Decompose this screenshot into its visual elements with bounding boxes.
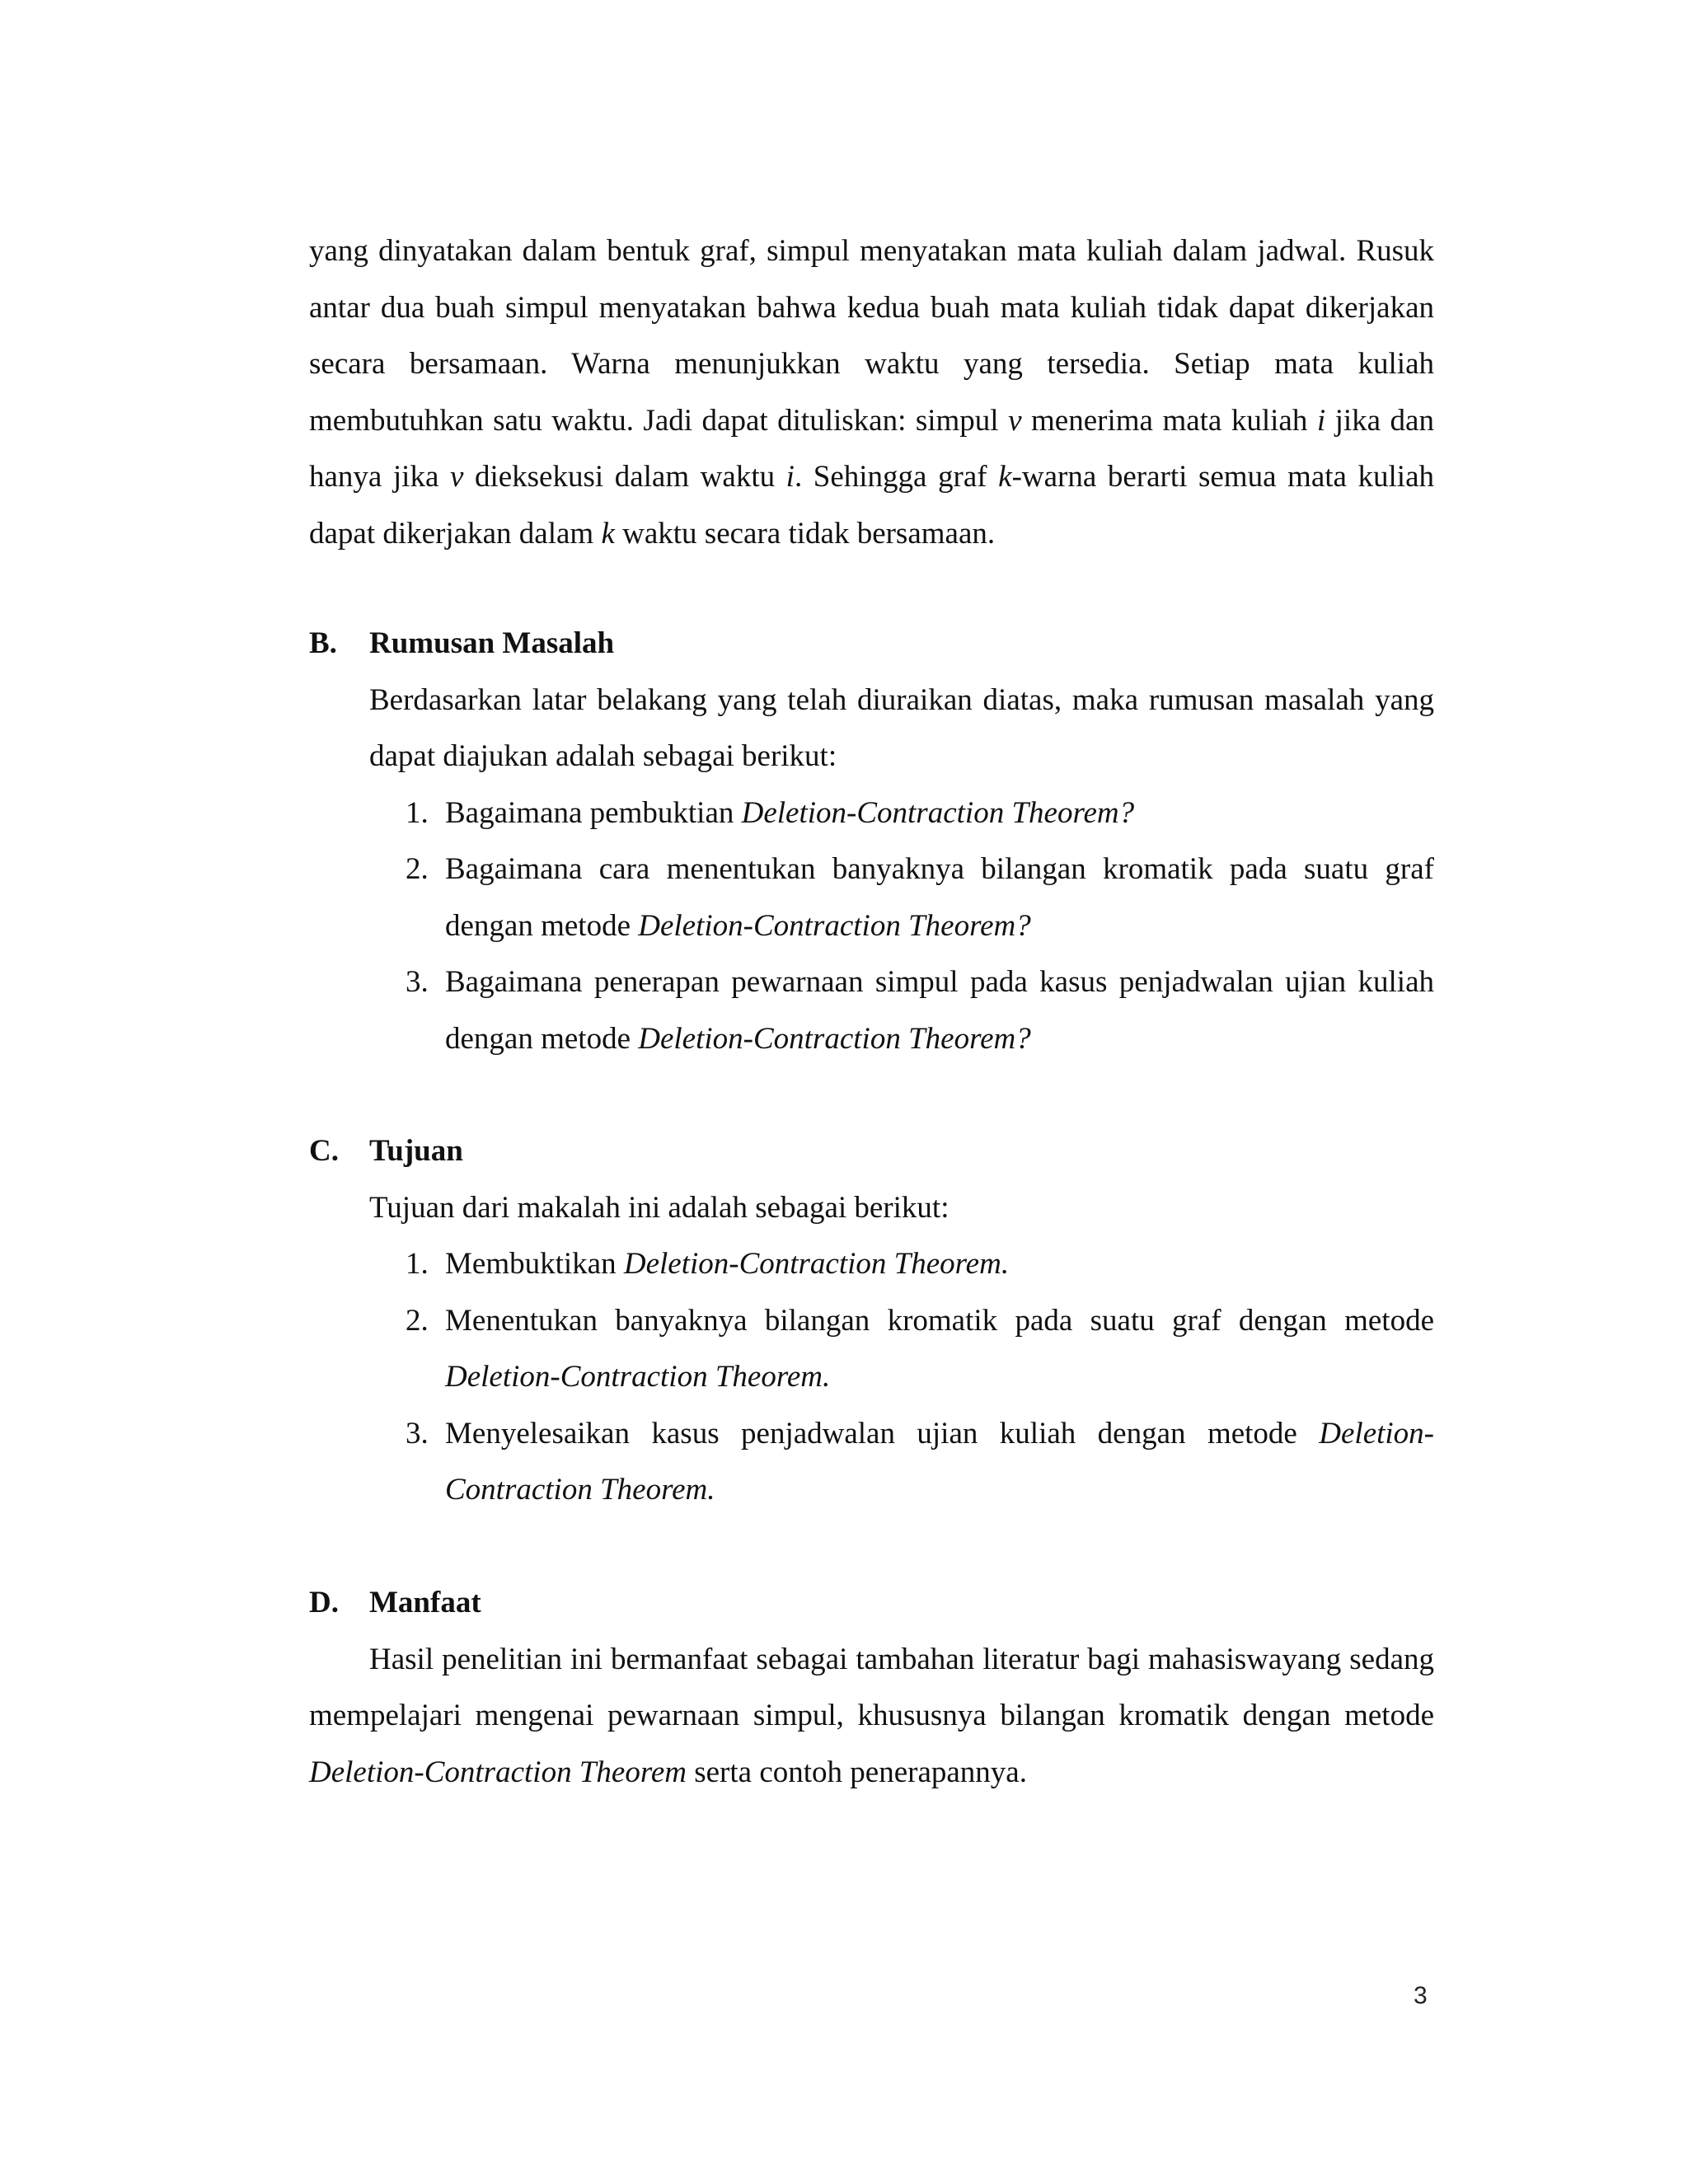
section-paragraph	[309, 1632, 1434, 1802]
paragraph-text: Hasil penelitian ini bermanfaat sebagai tambahan literatur bagi mahasiswayang sedang mempelajari mengenai pewarnaan simpul, khususnya bilangan kromatik dengan metode	[309, 1642, 1434, 1732]
intro-text: . Sehingga graf	[794, 460, 999, 494]
list-item	[406, 785, 1434, 842]
intro-var-k: k	[998, 460, 1012, 494]
list-text: Bagaimana pembuktian	[445, 795, 742, 830]
section-heading	[309, 1575, 1434, 1632]
list-number: 2.	[406, 1303, 429, 1338]
section-intro: Berdasarkan latar belakang yang telah diuraikan diatas, maka rumusan masalah yang dapat diajukan adalah sebagai berikut:	[369, 682, 1434, 773]
section-letter: B.	[309, 626, 337, 660]
list-italic: Deletion-Contraction Theorem?	[638, 1021, 1031, 1056]
paragraph-text: serta contoh penerapannya.	[686, 1755, 1027, 1789]
list-number: 1.	[406, 1247, 429, 1281]
problem-list	[309, 785, 1434, 1068]
section-title: Rumusan Masalah	[369, 626, 615, 660]
goal-list	[309, 1236, 1434, 1519]
list-number: 3.	[406, 1416, 429, 1451]
section-heading	[309, 1123, 1434, 1180]
intro-text: dieksekusi dalam waktu	[463, 460, 786, 494]
page-number: 3	[1414, 1982, 1428, 2009]
intro-text: waktu secara tidak bersamaan.	[614, 516, 996, 551]
list-italic: Deletion-Contraction Theorem.	[445, 1360, 831, 1394]
section-heading	[309, 616, 1434, 673]
list-item	[406, 1406, 1434, 1519]
list-item	[406, 841, 1434, 954]
paragraph-italic: Deletion-Contraction Theorem	[309, 1755, 687, 1789]
list-italic: Deletion-Contraction Theorem.	[623, 1247, 1010, 1281]
intro-text: -warna berarti semua mata kuliah dapat dikerjakan dalam	[309, 460, 1434, 551]
list-number: 2.	[406, 852, 429, 886]
intro-text: yang dinyatakan dalam bentuk graf, simpul menyatakan mata kuliah dalam jadwal. Rusuk antar dua buah simpul menyatakan bahwa kedua buah mata kuliah tidak dapat dikerjakan secara bersamaan. Warna menunjukkan waktu yang tersedia. Setiap mata kuliah membutuhkan satu waktu. Jadi dapat dituliskan: simpul	[309, 234, 1434, 438]
list-number: 1.	[406, 795, 429, 830]
intro-text: menerima mata kuliah	[1021, 403, 1317, 438]
list-italic: Deletion-Contraction Theorem?	[638, 908, 1031, 943]
section-tujuan	[309, 1123, 1434, 1519]
section-title: Manfaat	[369, 1586, 481, 1619]
intro-paragraph	[309, 223, 1434, 562]
section-manfaat	[309, 1575, 1434, 1801]
list-text: Bagaimana penerapan pewarnaan simpul pada kasus penjadwalan ujian kuliah dengan metode	[445, 965, 1434, 1056]
list-italic: Deletion-Contraction Theorem?	[741, 795, 1135, 830]
list-italic: Deletion-Contraction Theorem.	[445, 1416, 1434, 1507]
list-text: Menyelesaikan kasus penjadwalan ujian kuliah dengan metode	[445, 1416, 1320, 1451]
list-item	[406, 1293, 1434, 1406]
list-text: Menentukan banyaknya bilangan kromatik pada suatu graf dengan metode	[445, 1303, 1434, 1338]
intro-var-k: k	[601, 516, 615, 551]
list-text: Bagaimana cara menentukan banyaknya bilangan kromatik pada suatu graf dengan metode	[445, 852, 1434, 943]
intro-text: jika dan hanya jika	[309, 403, 1434, 494]
intro-var-v: v	[1008, 403, 1022, 438]
list-item	[406, 954, 1434, 1067]
list-text: Membuktikan	[445, 1247, 624, 1281]
section-intro: Tujuan dari makalah ini adalah sebagai berikut:	[369, 1190, 950, 1225]
section-letter: C.	[309, 1134, 339, 1168]
section-rumusan-masalah	[309, 616, 1434, 1067]
list-number: 3.	[406, 965, 429, 999]
section-title: Tujuan	[369, 1134, 463, 1168]
list-item	[406, 1236, 1434, 1293]
intro-var-i: i	[785, 460, 795, 494]
intro-var-v: v	[449, 460, 464, 494]
section-letter: D.	[309, 1586, 339, 1619]
intro-var-i: i	[1316, 403, 1326, 438]
